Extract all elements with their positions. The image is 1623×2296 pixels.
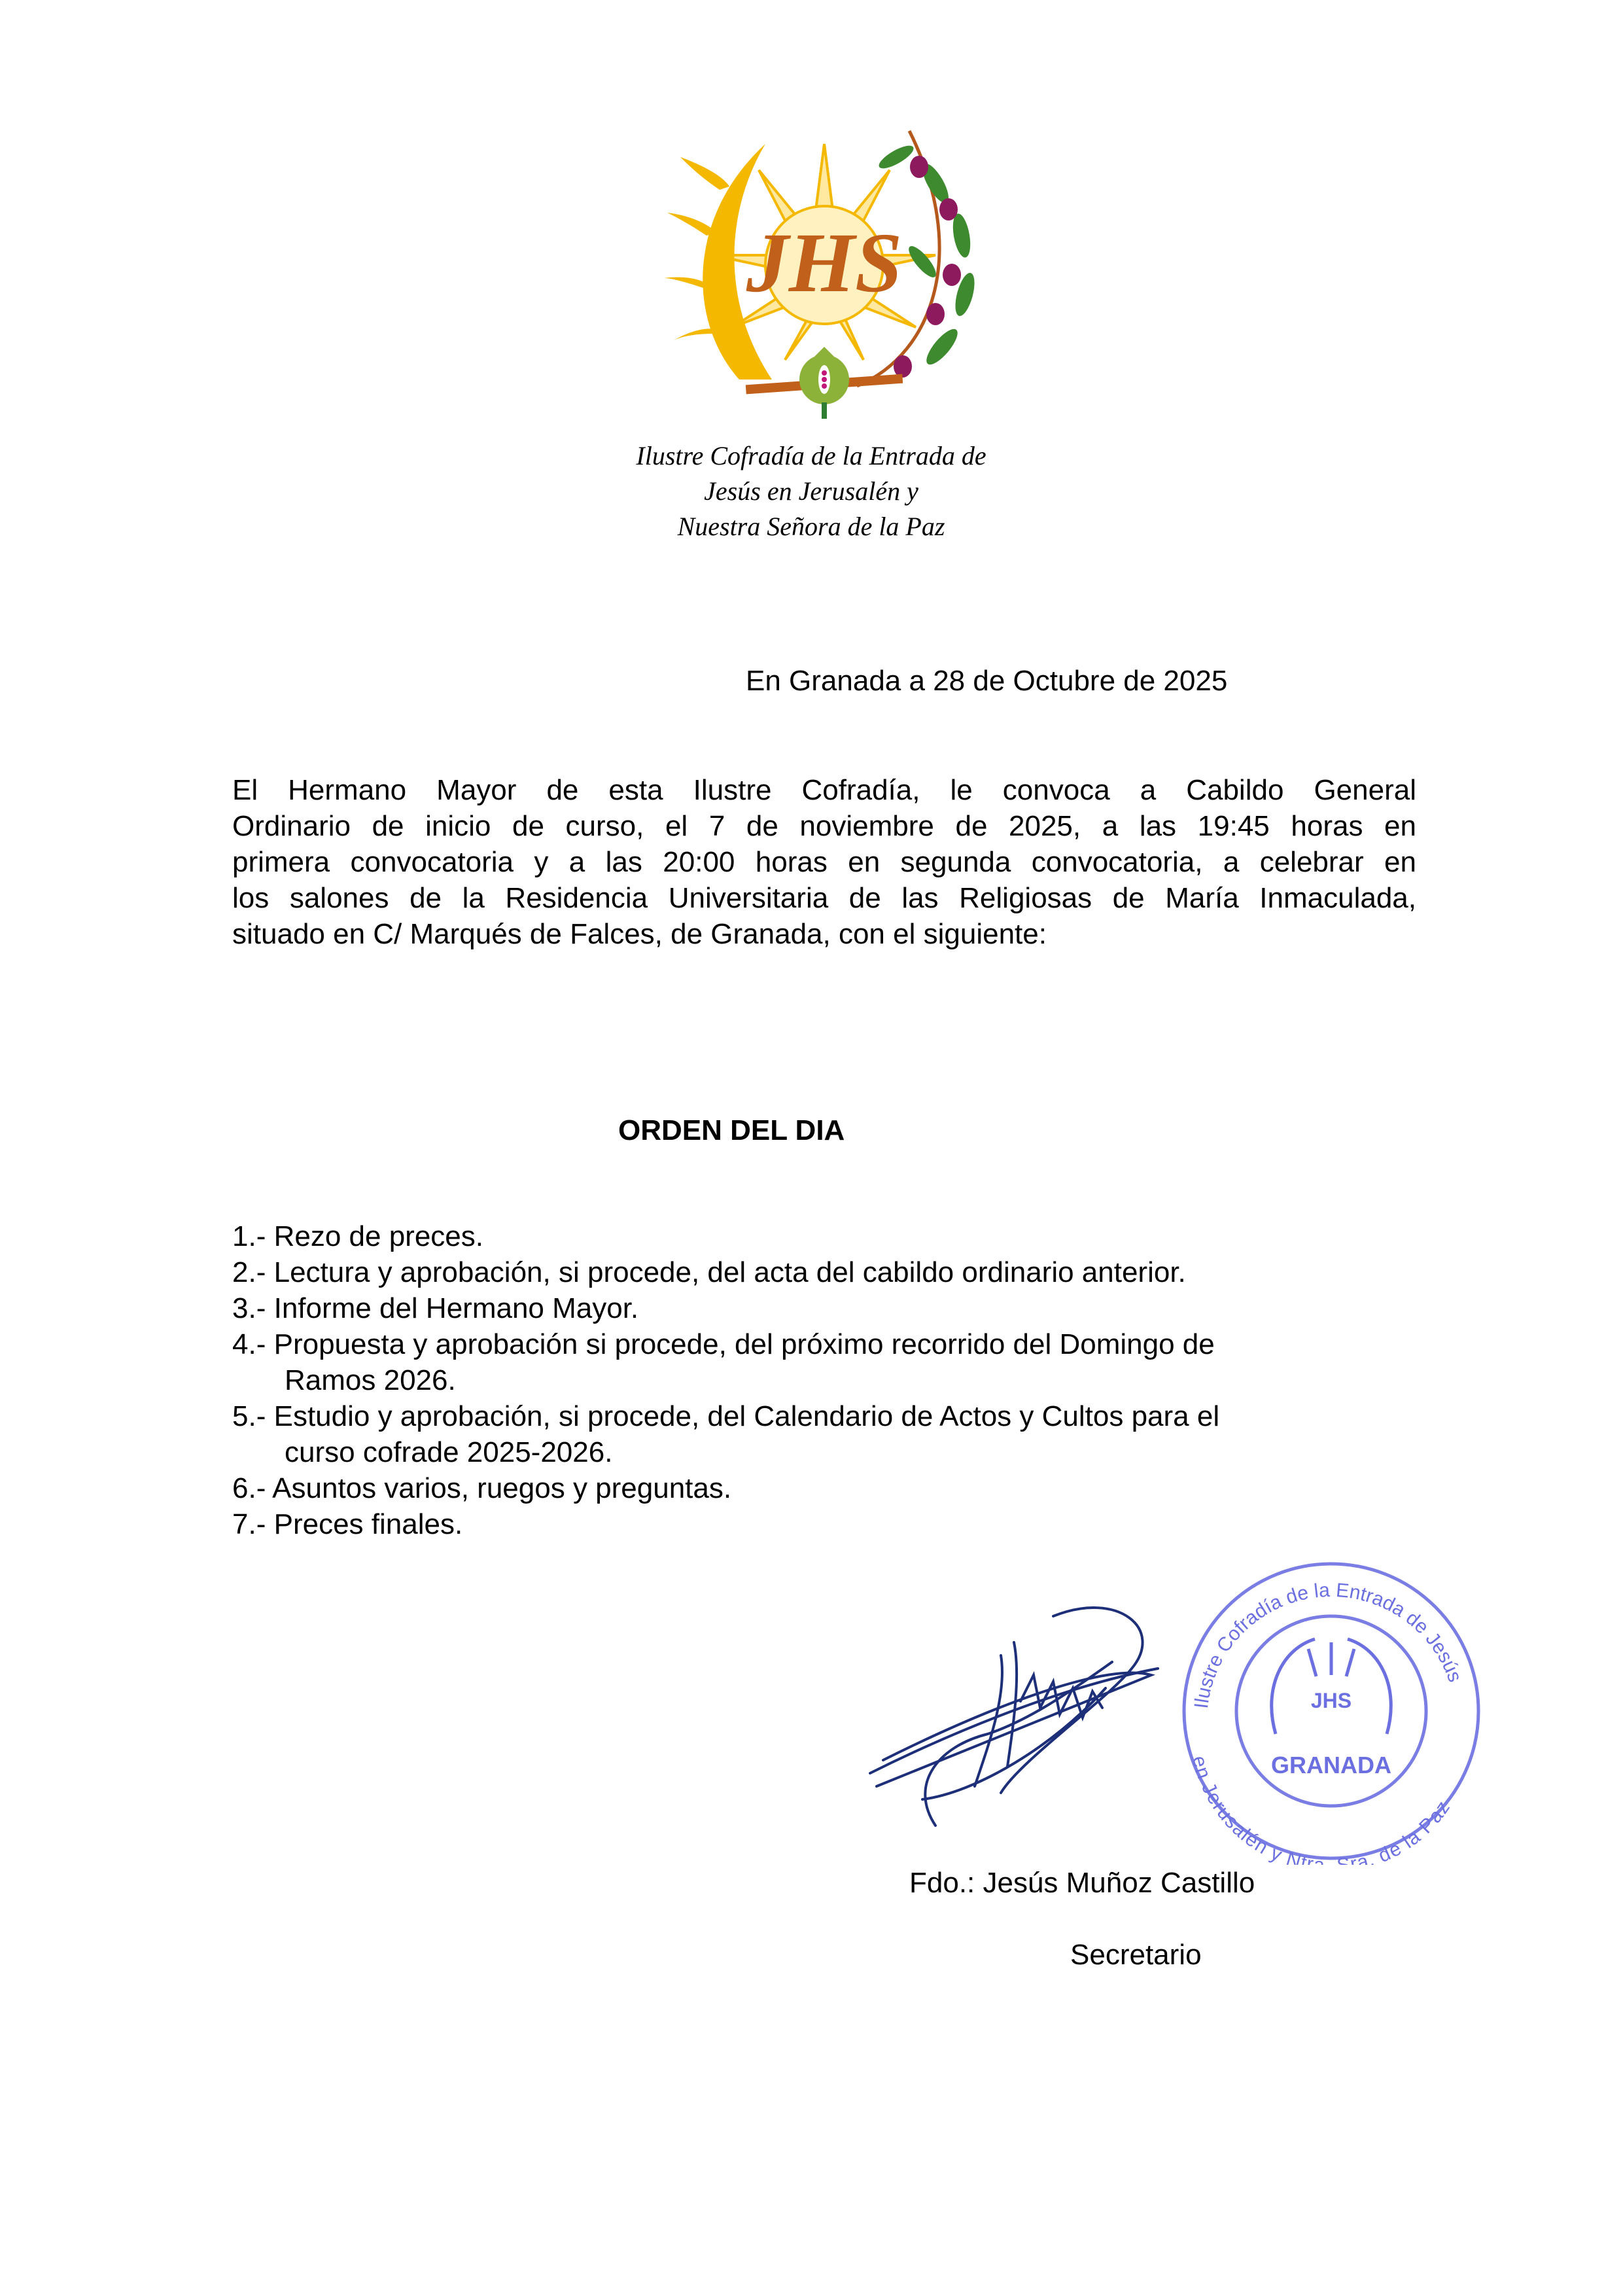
date-line: En Granada a 28 de Octubre de 2025 [746, 665, 1228, 697]
agenda-item-number: 7.- [232, 1508, 266, 1540]
handwritten-signature-icon [857, 1577, 1164, 1832]
brand-line: Nuestra Señora de la Paz [677, 512, 945, 541]
svg-text:en Jerusalén y Ntra. Sra. de l: en Jerusalén y Ntr ra. de la Paz [1188, 1754, 1454, 1865]
agenda-item-text: Rezo de preces. [273, 1220, 483, 1252]
agenda-item [232, 1218, 1410, 1254]
agenda-item-number: 4.- [232, 1328, 266, 1360]
agenda-title: ORDEN DEL DIA [618, 1114, 845, 1146]
agenda-item-text: Asuntos varios, ruegos y preguntas. [272, 1472, 732, 1504]
agenda-item [232, 1470, 1410, 1506]
monogram: JHS [746, 216, 903, 310]
paragraph-line: situado en C/ Marqués de Falces, de Granada, con el siguiente: [232, 918, 1047, 950]
agenda-list [232, 1218, 1410, 1542]
paragraph-line: primera convocatoria y a las 20:00 horas en segunda convocatoria, a celebrar en [232, 846, 1416, 878]
signatory-role: Secretario [1070, 1939, 1202, 1971]
paragraph-line: Ordinario de inicio de curso, el 7 de noviembre de 2025, a las 19:45 horas en [232, 810, 1416, 842]
paragraph-line: El Hermano Mayor de esta Ilustre Cofradía, le convoca a Cabildo General [232, 774, 1416, 806]
paragraph-line: los salones de la Residencia Universitaria de las Religiosas de María Inmaculada, [232, 882, 1416, 914]
agenda-item-text: Preces finales. [273, 1508, 463, 1540]
agenda-item [232, 1506, 1410, 1542]
brotherhood-name [563, 438, 1060, 544]
agenda-item-continuation: Ramos 2026. [285, 1364, 456, 1396]
convocation-paragraph [232, 772, 1416, 952]
agenda-item [232, 1326, 1410, 1398]
agenda-item-text: Informe del Hermano Mayor. [273, 1292, 639, 1324]
agenda-item [232, 1398, 1410, 1470]
agenda-item-text: Estudio y aprobación, si procede, del Calendario de Actos y Cultos para el [273, 1400, 1220, 1432]
brand-line: Ilustre Cofradía de la Entrada de [636, 441, 986, 470]
agenda-item-number: 3.- [232, 1292, 266, 1324]
agenda-item [232, 1290, 1410, 1326]
agenda-item-text: Propuesta y aprobación si procede, del próximo recorrido del Domingo de [273, 1328, 1215, 1360]
svg-text:Ilustre Cofradía de la Entrada: Ilustre Cofradía de la Entrada de Jesús [1190, 1579, 1466, 1710]
agenda-item-continuation: curso cofrade 2025-2026. [285, 1436, 613, 1468]
agenda-item-number: 6.- [232, 1472, 266, 1504]
signatory-name: Fdo.: Jesús Muñoz Castillo [909, 1867, 1255, 1899]
agenda-item-number: 1.- [232, 1220, 266, 1252]
agenda-item-number: 5.- [232, 1400, 266, 1432]
agenda-item [232, 1254, 1410, 1290]
official-seal-icon [1178, 1557, 1485, 1865]
jhs-emblem-icon [661, 105, 988, 419]
seal-city: GRANADA [1271, 1752, 1391, 1778]
brand-line: Jesús en Jerusalén y [704, 476, 918, 506]
seal-monogram: JHS [1310, 1689, 1352, 1712]
agenda-item-text: Lectura y aprobación, si procede, del acta del cabildo ordinario anterior. [273, 1256, 1186, 1288]
agenda-item-number: 2.- [232, 1256, 266, 1288]
